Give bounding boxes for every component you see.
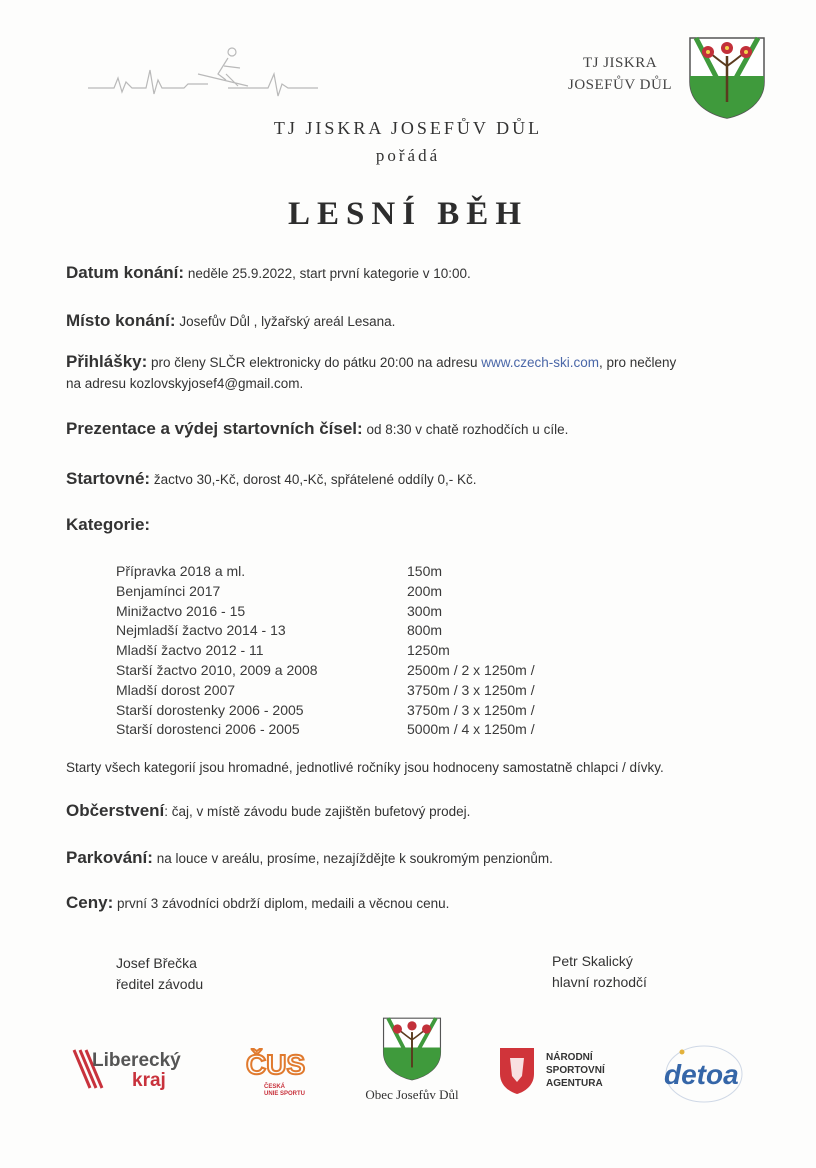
signature-right-name: Petr Skalický (552, 953, 633, 969)
nsa-logo (498, 1046, 628, 1101)
field-prihlasky-line2: na adresu kozlovskyjosef4@gmail.com. (66, 376, 304, 391)
field-parkovani-value: na louce v areálu, prosíme, nezajíždějte k soukromým penzionům. (152, 851, 553, 866)
category-distance: 5000m / 4 x 1250m / (407, 721, 535, 738)
liberecky-kraj-logo (72, 1044, 192, 1097)
field-prezentace (66, 418, 756, 440)
page-title: LESNÍ BĚH (288, 196, 528, 232)
category-distance: 150m (407, 563, 443, 579)
category-distance: 2500m / 2 x 1250m / (407, 661, 535, 678)
field-obcerstveni (66, 800, 756, 822)
crest-bottom-icon (382, 1014, 442, 1084)
categories-list (116, 562, 616, 740)
field-parkovani (66, 847, 756, 869)
field-prihlasky-value-after: , pro nečleny (599, 355, 677, 370)
category-distance: 800m (407, 622, 443, 639)
list-item (116, 602, 616, 622)
category-distance: 300m (407, 602, 443, 619)
category-distance: 3750m / 3 x 1250m / (407, 701, 535, 718)
heartbeat-skier-decoration (88, 44, 328, 100)
field-prezentace-value: od 8:30 v chatě rozhodčích u cíle. (362, 422, 569, 437)
category-distance: 3750m / 3 x 1250m / (407, 681, 535, 698)
field-datum-value: neděle 25.9.2022, start první kategorie v 10:00. (184, 266, 471, 281)
field-startovne-label: Startovné: (66, 469, 151, 488)
cus-line2: UNIE SPORTU (264, 1091, 306, 1097)
list-item (116, 621, 616, 641)
field-startovne-value: žactvo 30,-Kč, dorost 40,-Kč, spřátelené oddíly 0,- Kč. (150, 472, 477, 487)
field-parkovani-label: Parkování: (66, 848, 153, 867)
field-prezentace-label: Prezentace a výdej startovních čísel: (66, 419, 363, 438)
czech-ski-link[interactable]: www.czech-ski.com (481, 355, 599, 370)
field-startovne (66, 468, 756, 490)
signature-right-role: hlavní rozhodčí (552, 974, 647, 990)
list-item (116, 641, 616, 661)
category-name: Přípravka 2018 a ml. (116, 563, 246, 579)
category-name: Benjamínci 2017 (116, 582, 221, 599)
field-prihlasky (66, 351, 756, 394)
list-item (116, 562, 616, 582)
field-misto (66, 310, 756, 332)
liberecky-line2: kraj (132, 1070, 166, 1091)
organizer: TJ JISKRA JOSEFŮV DŮL (273, 118, 543, 138)
obec-josefuv-dul: Obec Josefův Důl (365, 1087, 459, 1102)
field-obcerstveni-label: Občerstvení (66, 801, 165, 820)
list-item (116, 681, 616, 701)
cus-line1: ČESKÁ (264, 1084, 286, 1090)
detoa-text: detoa (664, 1059, 739, 1090)
category-distance: 200m (407, 582, 443, 599)
signature-left-name: Josef Břečka (116, 955, 197, 971)
field-prihlasky-value: pro členy SLČR elektronicky do pátku 20:00 na adresu (147, 355, 482, 370)
nsa-line2: SPORTOVNÍ (546, 1065, 605, 1076)
field-datum-label: Datum konání: (66, 263, 185, 282)
cus-letters: ČUS (246, 1049, 306, 1080)
liberecky-line1: Liberecký (92, 1050, 181, 1071)
category-name: Starší žactvo 2010, 2009 a 2008 (116, 661, 318, 678)
category-name: Minižactvo 2016 - 15 (116, 602, 246, 619)
list-item (116, 582, 616, 602)
list-item (116, 701, 616, 721)
field-misto-value: Josefův Důl , lyžařský areál Lesana. (175, 314, 396, 329)
signature-left (116, 953, 203, 995)
category-distance: 1250m (407, 642, 450, 659)
category-name: Starší dorostenky 2006 - 2005 (116, 701, 304, 718)
star-icon (680, 1050, 685, 1055)
nsa-line3: AGENTURA (546, 1078, 603, 1089)
category-name: Mladší dorost 2007 (116, 681, 236, 698)
category-name: Mladší žactvo 2012 - 11 (116, 642, 264, 659)
field-ceny (66, 892, 756, 914)
club-name-top-line1: TJ JISKRA (582, 55, 658, 71)
club-name-top (565, 52, 675, 96)
detoa-logo (660, 1042, 750, 1109)
organizes-text: pořádá (375, 146, 441, 165)
signature-right (552, 951, 647, 993)
signature-left-role: ředitel závodu (116, 976, 204, 992)
starts-note: Starty všech kategorií jsou hromadné, jednotlivé ročníky jsou hodnoceny samostatně chlapci / dívky. (66, 760, 664, 775)
field-misto-label: Místo konání: (66, 311, 176, 330)
nsa-line1: NÁRODNÍ (546, 1052, 593, 1063)
club-name-top-line2: JOSEFŮV DŮL (568, 77, 672, 93)
field-ceny-value: první 3 závodníci obdrží diplom, medaili a věcnou cenu. (113, 896, 450, 911)
field-prihlasky-label: Přihlášky: (66, 352, 148, 371)
field-datum (66, 262, 756, 284)
list-item (116, 661, 616, 681)
list-item (116, 720, 616, 740)
crest-icon (688, 36, 766, 120)
field-obcerstveni-value: : čaj, v místě závodu bude zajištěn bufetový prodej. (164, 804, 471, 819)
category-name: Starší dorostenci 2006 - 2005 (116, 721, 300, 738)
categories-heading: Kategorie: (66, 515, 151, 534)
cus-logo (244, 1040, 316, 1105)
category-name: Nejmladší žactvo 2014 - 13 (116, 622, 286, 639)
field-ceny-label: Ceny: (66, 893, 114, 912)
